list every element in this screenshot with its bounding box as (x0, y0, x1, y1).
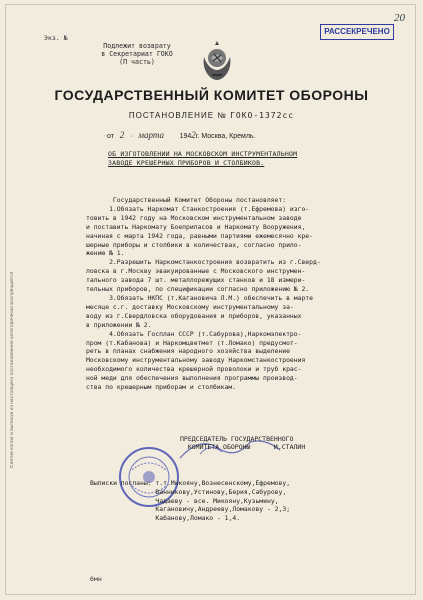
date-day: 2 (119, 130, 125, 140)
page-title: ГОСУДАРСТВЕННЫЙ КОМИТЕТ ОБОРОНЫ (54, 87, 369, 103)
body-line: ной меди для обеспечения выполнения программы производ- (86, 374, 298, 383)
return-note (78, 42, 196, 66)
body-line: шерные приборы и столбики в количествах, согласно прило- (86, 240, 302, 249)
body-line: 3.Обязать НКПС (т.Кагановича Л.М.) обеспечить в марте (86, 293, 314, 302)
date-year-hand: 2 (191, 130, 196, 140)
copy-number: Экз. № (44, 34, 68, 42)
body-line: Московскому инструментальному заводу Наркомстанкостроения (86, 356, 306, 365)
body-line: ловска в г.Москву эвакуированные с Московского инструмен- (86, 267, 306, 276)
body-line: необходимого количества крешерной проволоки и труб крас- (86, 365, 302, 374)
body-line: месяце с.г. доставку Московскому инструментальному за- (86, 302, 294, 311)
state-emblem-icon (198, 39, 236, 82)
dateline: от 2 · марта 1942г. Москва, Кремль. (107, 130, 256, 140)
distribution-line: Выписки посланы: т.т.Микояну,Вознесенскому,Ефремову, (90, 479, 291, 487)
subject-line: ЗАВОДЕ КРЕШЕРНЫХ ПРИБОРОВ И СТОЛБИКОВ. (108, 159, 265, 167)
subject-line: ОБ ИЗГОТОВЛЕНИИ НА МОСКОВСКОМ ИНСТРУМЕНТАЛЬНОМ (108, 150, 298, 158)
body-line: ства по крешерным приборам и столбикам. (86, 383, 237, 392)
typist-initials: бмн (90, 575, 102, 583)
decree-number: ГОКО-1372сс (230, 111, 295, 120)
body-line: 1.Обязать Наркомат Станкостроения (т.Ефремова) изго- (86, 204, 310, 213)
signoff-line: ПРЕДСЕДАТЕЛЬ ГОСУДАРСТВЕННОГО (180, 435, 294, 443)
body-line: 2.Разрешить Наркомстанкостроения возвратить из г.Сверд- (86, 258, 321, 267)
body-line: начиная с марта 1942 года, равными партиями ежемесячно кре- (86, 231, 314, 240)
body-line: тельных приборов, по спецификации согласно приложению № 2. (86, 285, 310, 294)
body-line: 4.Обязать Госплан СССР (т.Сабурова),Наркомэлектро- (86, 329, 302, 338)
body-line: и поставить Наркомату Боеприпасов и Наркомату Вооружения, (86, 222, 306, 231)
distribution-line: Кагановичу,Андрееву,Ломакову - 2,3; (90, 505, 291, 514)
return-note-line: Подлежит возврату (103, 42, 171, 50)
body-line: Государственный Комитет Обороны постановляет: (86, 196, 287, 204)
margin-warning: Снятие копии и выписки из настоящего постановления категорически воспрещается (10, 271, 15, 468)
distribution-line: Чадаеву - все. Микояну,Кузьмину, (90, 496, 279, 505)
body-line: товить в 1942 году на Московском инструментальном заводе (86, 213, 302, 222)
body-line: воду из г.Свердловска оборудования и приборов, указанных (86, 311, 302, 320)
distribution-line: Кабанову,Ломако - 1,4. (90, 514, 241, 523)
date-prefix: от (107, 133, 114, 140)
return-note-line: в Секретариат ГОКО (101, 50, 173, 58)
body-line: пром (т.Кабанова) и Наркомцветмет (т.Ломако) предусмот- (86, 338, 298, 347)
signoff (180, 435, 305, 451)
decree-body (86, 196, 376, 392)
signoff-line: КОМИТЕТА ОБОРОНЫ И.СТАЛИН (180, 443, 306, 451)
distribution-line: Ванникову,Устинову,Берия,Сабурову, (90, 487, 287, 496)
body-line: в приложении № 2. (86, 320, 152, 329)
decree-subject (108, 150, 318, 168)
return-note-line: (П часть) (119, 58, 155, 66)
body-line: реть в планах снабжения народного хозяйства выделение (86, 347, 290, 356)
decree-line (0, 111, 423, 120)
body-line: жению № 1. (86, 249, 125, 258)
declassified-stamp: РАССЕКРЕЧЕНО (320, 24, 394, 40)
date-place: г. Москва, Кремль. (195, 133, 256, 140)
body-line: тального завода 7 шт. металлорежущих станков и 18 измери- (86, 276, 306, 285)
archive-number: 20 (394, 12, 405, 24)
date-year-printed: 194 (179, 133, 192, 140)
decree-label: ПОСТАНОВЛЕНИЕ № (128, 111, 227, 120)
distribution-list (90, 479, 390, 523)
date-month: марта (138, 130, 165, 140)
